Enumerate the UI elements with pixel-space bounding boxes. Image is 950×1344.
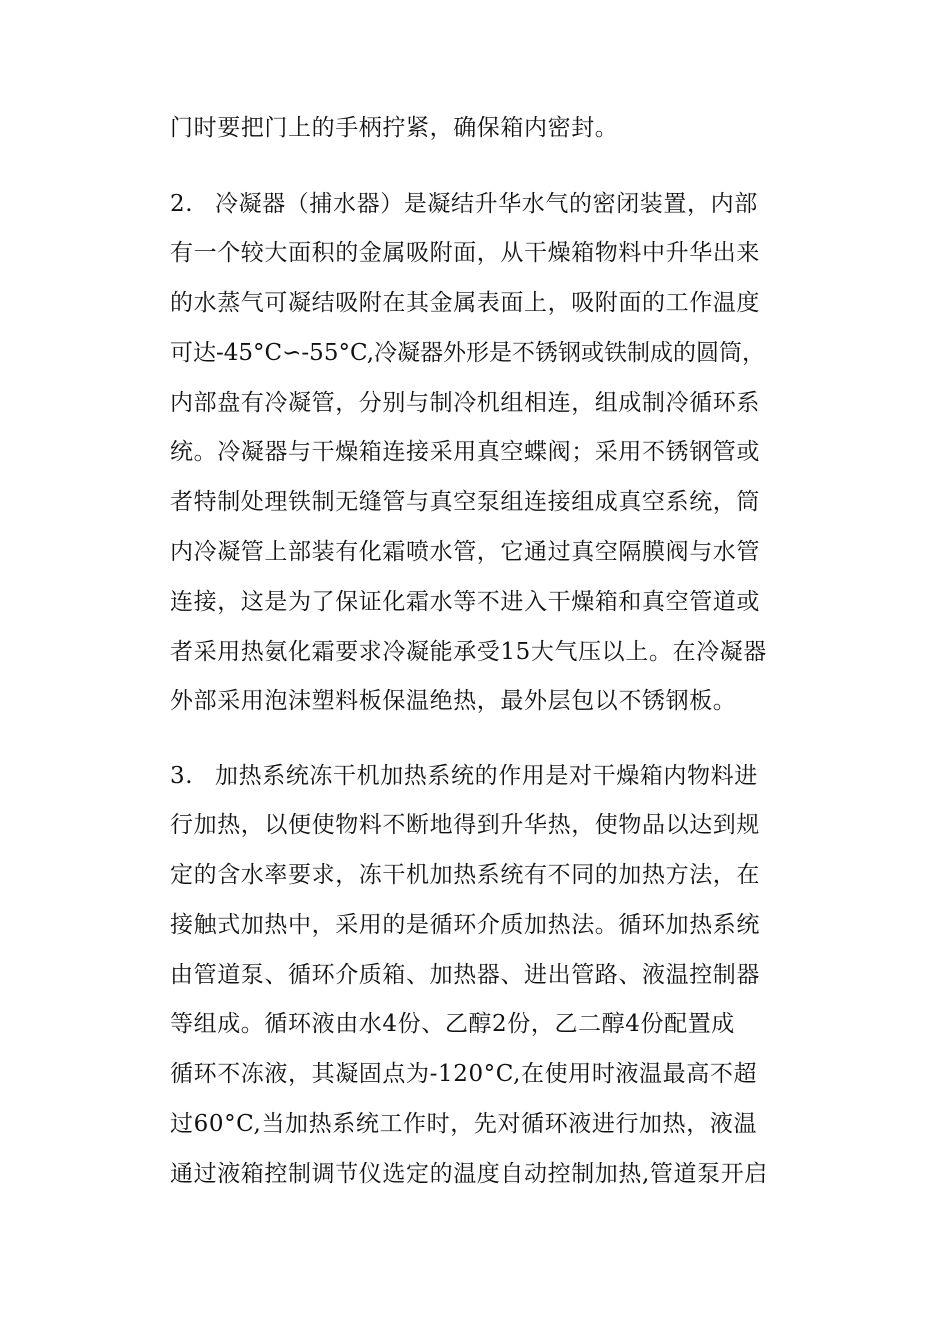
text-line: 加热系统冻干机加热系统的作用是对干燥箱内物料进 bbox=[215, 763, 758, 789]
text-line: 有一个较大面积的金属吸附面，从干燥箱物料中升华出来 bbox=[170, 240, 760, 266]
text-line: 由管道泵、循环介质箱、加热器、进出管路、液温控制器 bbox=[170, 962, 760, 988]
text-line: 循环不冻液，其凝固点为-120°C,在使用时液温最高不超 bbox=[170, 1061, 758, 1087]
text-line: 门时要把门上的手柄拧紧，确保箱内密封。 bbox=[170, 115, 619, 141]
text-line: 统。冷凝器与干燥箱连接采用真空蝶阀；采用不锈钢管或 bbox=[170, 439, 760, 465]
text-line: 者采用热氨化霜要求冷凝能承受15大气压以上。在冷凝器 bbox=[170, 639, 767, 665]
text-line: 者特制处理铁制无缝管与真空泵组连接组成真空系统，筒 bbox=[170, 489, 760, 515]
text-line: 通过液箱控制调节仪选定的温度自动控制加热,管道泵开启 bbox=[170, 1161, 768, 1187]
text-line: 等组成。循环液由水4份、乙醇2份，乙二醇4份配置成 bbox=[170, 1011, 735, 1037]
text-line: 连接，这是为了保证化霜水等不进入干燥箱和真空管道或 bbox=[170, 589, 760, 615]
text-line: 过60°C,当加热系统工作时，先对循环液进行加热，液温 bbox=[170, 1111, 758, 1137]
text-line: 的水蒸气可凝结吸附在其金属表面上，吸附面的工作温度 bbox=[170, 290, 760, 316]
text-line: 内部盘有冷凝管，分别与制冷机组相连，组成制冷循环系 bbox=[170, 390, 760, 416]
numbered-line bbox=[170, 761, 758, 791]
text-line: 冷凝器（捕水器）是凝结升华水气的密闭装置，内部 bbox=[215, 191, 758, 217]
text-line: 可达-45°C∽-55°C,冷凝器外形是不锈钢或铁制成的圆筒， bbox=[170, 340, 766, 366]
paragraph-number: 2. bbox=[170, 191, 194, 217]
paragraph-number: 3. bbox=[170, 763, 194, 789]
text-line: 行加热，以便使物料不断地得到升华热，使物品以达到规 bbox=[170, 812, 760, 838]
text-line: 内冷凝管上部装有化霜喷水管，它通过真空隔膜阀与水管 bbox=[170, 539, 760, 565]
text-line: 接触式加热中，采用的是循环介质加热法。循环加热系统 bbox=[170, 912, 760, 938]
text-line: 定的含水率要求，冻干机加热系统有不同的加热方法，在 bbox=[170, 862, 760, 888]
text-line: 外部采用泡沫塑料板保温绝热，最外层包以不锈钢板。 bbox=[170, 688, 737, 714]
numbered-line bbox=[170, 189, 758, 219]
